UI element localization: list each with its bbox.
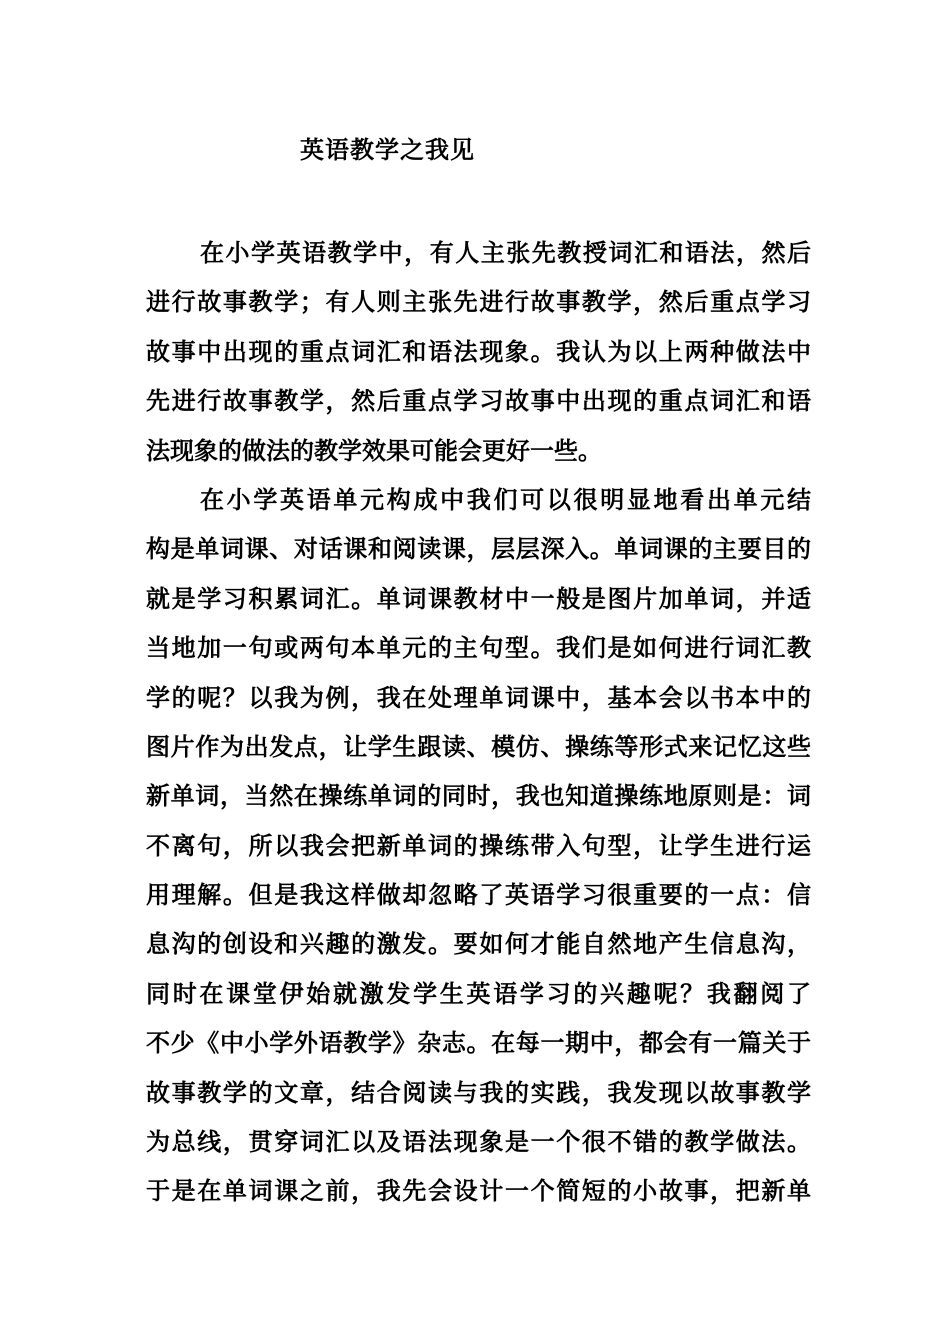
text-line: 息沟的创设和兴趣的激发。要如何才能自然地产生信息沟，	[146, 929, 811, 959]
text-line: 先进行故事教学，然后重点学习故事中出现的重点词汇和语	[146, 386, 811, 416]
document-body	[146, 228, 811, 1216]
text-line: 当地加一句或两句本单元的主句型。我们是如何进行词汇教	[146, 633, 811, 663]
text-line: 就是学习积累词汇。单词课教材中一般是图片加单词，并适	[146, 583, 811, 613]
text-line: 故事中出现的重点词汇和语法现象。我认为以上两种做法中	[146, 336, 811, 366]
text-line: 图片作为出发点，让学生跟读、模仿、操练等形式来记忆这些	[146, 731, 811, 761]
document-title: 英语教学之我见	[300, 135, 475, 164]
text-line: 进行故事教学；有人则主张先进行故事教学，然后重点学习	[146, 287, 811, 317]
text-line: 在小学英语单元构成中我们可以很明显地看出单元结	[200, 484, 811, 514]
text-line: 同时在课堂伊始就激发学生英语学习的兴趣呢？我翻阅了	[146, 978, 811, 1008]
text-line: 构是单词课、对话课和阅读课，层层深入。单词课的主要目的	[146, 534, 811, 564]
text-line: 用理解。但是我这样做却忽略了英语学习很重要的一点：信	[146, 880, 811, 910]
text-line: 于是在单词课之前，我先会设计一个简短的小故事，把新单	[146, 1176, 811, 1206]
text-line: 在小学英语教学中，有人主张先教授词汇和语法，然后	[200, 238, 811, 267]
text-line: 为总线，贯穿词汇以及语法现象是一个很不错的教学做法。	[146, 1127, 811, 1157]
text-line: 故事教学的文章，结合阅读与我的实践，我发现以故事教学	[146, 1077, 811, 1107]
text-line: 新单词，当然在操练单词的同时，我也知道操练地原则是：词	[146, 781, 811, 811]
text-line: 不离句，所以我会把新单词的操练带入句型，让学生进行运	[146, 830, 811, 860]
text-line: 学的呢？以我为例，我在处理单词课中，基本会以书本中的	[146, 682, 811, 712]
paragraph-2	[146, 475, 811, 1216]
text-line: 不少《中小学外语教学》杂志。在每一期中，都会有一篇关于	[146, 1028, 811, 1058]
text-line: 法现象的做法的教学效果可能会更好一些。	[146, 435, 602, 465]
paragraph-1	[146, 228, 811, 475]
